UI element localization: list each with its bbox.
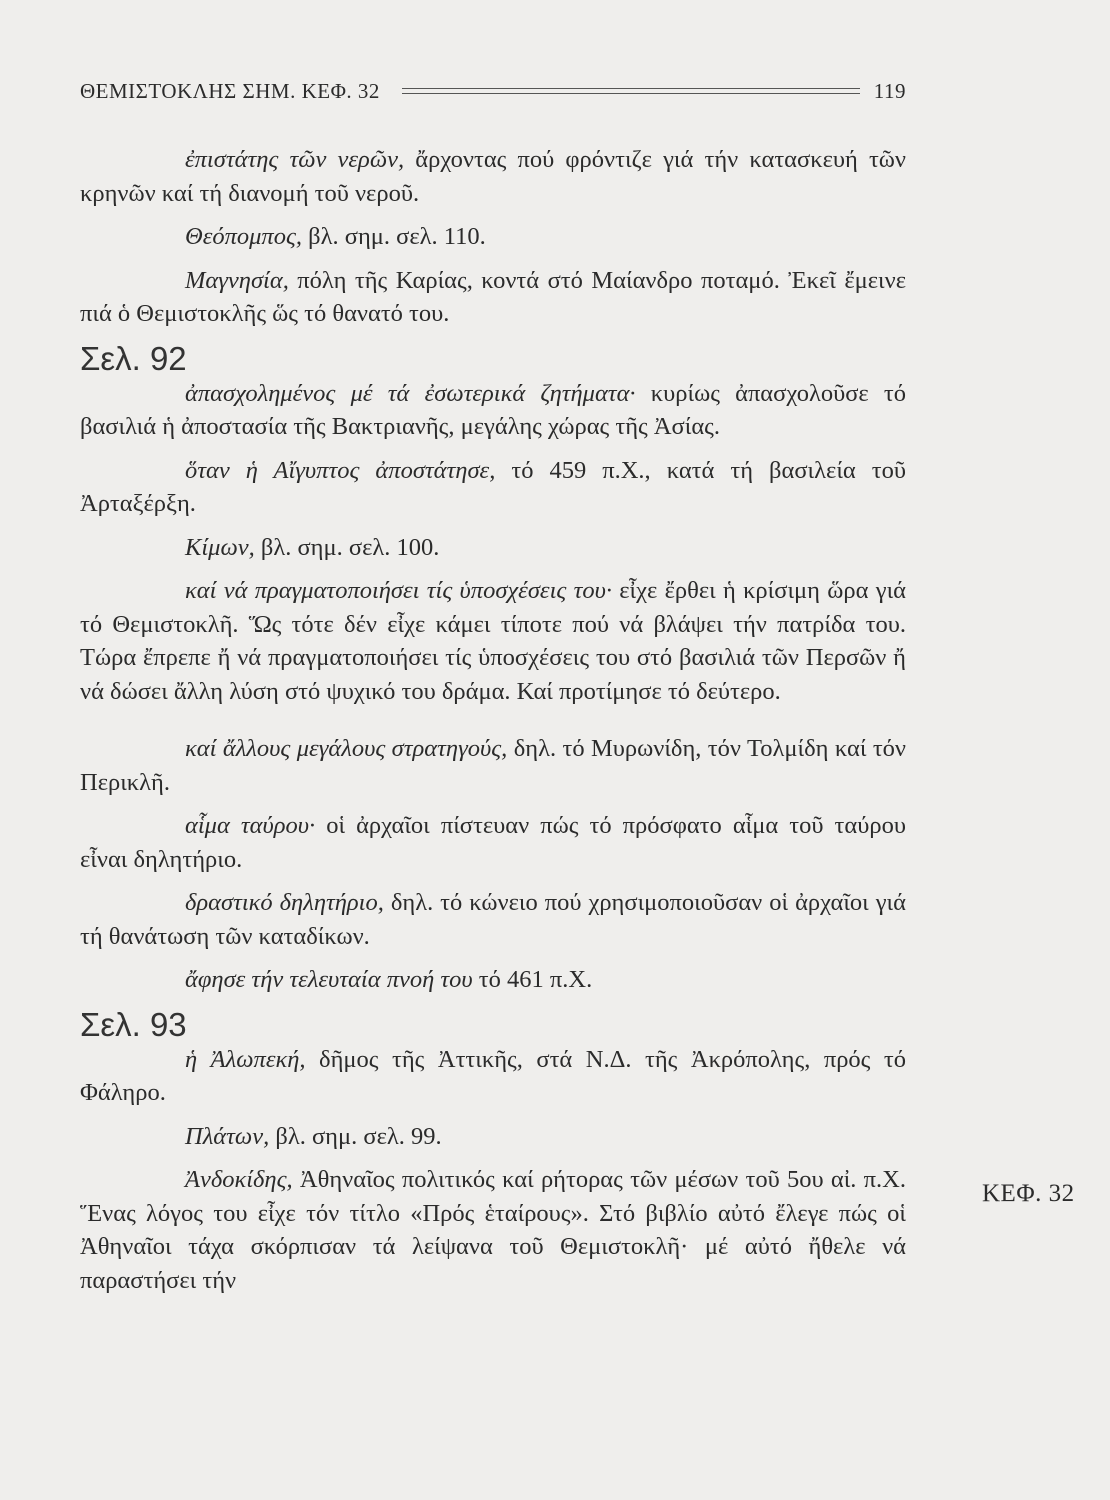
note-entry <box>80 963 906 997</box>
section-heading: Σελ. 93 <box>80 1005 187 1043</box>
note-entry <box>80 886 906 953</box>
note-term: καί ἄλλους μεγάλους στρατηγούς, <box>185 735 508 762</box>
note-term: ἐπιστάτης τῶν νερῶν, <box>185 146 405 173</box>
note-entry <box>80 809 906 876</box>
note-text: βλ. σημ. σελ. 100. <box>254 533 440 561</box>
note-text: δηλ. τό κώνειο πού χρησιμοποιοῦσαν οἱ ἀρχαῖοι γιά τή θανάτωση τῶν καταδίκων. <box>80 889 906 950</box>
note-entry <box>80 377 906 444</box>
note-term: Θεόπομπος, <box>185 223 303 250</box>
note-term: αἷμα ταύρου· <box>185 812 316 839</box>
note-text: βλ. σημ. σελ. 110. <box>302 223 486 250</box>
spacer <box>80 718 906 732</box>
running-title: ΘΕΜΙΣΤΟΚΛΗΣ ΣΗΜ. ΚΕΦ. 32 <box>80 78 380 103</box>
note-text: δῆμος τῆς Ἀττικῆς, στά Ν.Δ. τῆς Ἀκρόπολης, πρός τό Φάληρο. <box>80 1045 907 1106</box>
note-entry <box>80 220 906 254</box>
header-double-rule <box>402 88 860 94</box>
note-text: οἱ ἀρχαῖοι πίστευαν πώς τό πρόσφατο αἷμα τοῦ ταύρου εἶναι δηλητήριο. <box>80 812 906 873</box>
note-entry <box>80 454 906 521</box>
note-text: δηλ. τό Μυρωνίδη, τόν Τολμίδη καί τόν Περικλῆ. <box>80 735 906 796</box>
note-term: ἡ Ἀλωπεκή, <box>185 1045 306 1073</box>
note-entry <box>80 531 906 565</box>
note-text: βλ. σημ. σελ. 99. <box>269 1122 442 1150</box>
notes-body <box>80 143 906 1307</box>
note-entry <box>80 732 906 799</box>
running-header <box>80 76 906 106</box>
section-heading: Σελ. 92 <box>80 339 187 377</box>
note-entry <box>80 1120 906 1154</box>
page-number: 119 <box>873 78 906 103</box>
note-text: τό 461 π.Χ. <box>472 966 593 993</box>
note-text: Ἀθηναῖος πολιτικός καί ρήτορας τῶν μέσων τοῦ 5ου αἰ. π.Χ. Ἕνας λόγος του εἶχε τόν τίτλο «Πρός ἑταίρους». Στό βιβλίο αὐτό ἔλεγε πώς οἱ Ἀθηναῖοι τάχα σκόρπισαν τά λείψανα τοῦ Θεμιστοκλῆ· μέ αὐτό ἤθελε νά παραστήσει τήν <box>80 1166 906 1294</box>
note-term: ἄφησε τήν τελευταία πνοή του <box>185 966 473 993</box>
note-text: τό 459 π.Χ., κατά τή βασιλεία τοῦ Ἀρταξέρξη. <box>80 456 906 517</box>
note-term: Πλάτων, <box>185 1122 270 1150</box>
note-term: δραστικό δηλητήριο, <box>185 889 384 916</box>
note-term: Κίμων, <box>185 533 255 561</box>
note-text: ἄρχοντας πού φρόντιζε γιά τήν κατασκευή τῶν κρηνῶν καί τή διανομή τοῦ νεροῦ. <box>80 146 906 207</box>
note-entry <box>80 1043 906 1110</box>
note-term: ἀπασχολημένος μέ τά ἐσωτερικά ζητήματα· <box>185 379 636 407</box>
chapter-side-mark: ΚΕΦ. 32 <box>982 1180 1075 1207</box>
note-text: κυρίως ἀπασχολοῦσε τό βασιλιά ἡ ἀποστασία τῆς Βακτριανῆς, μεγάλης χώρας τῆς Ἀσίας. <box>80 379 906 440</box>
note-term: καί νά πραγματοποιήσει τίς ὑποσχέσεις του· <box>185 577 612 604</box>
note-text: πόλη τῆς Καρίας, κοντά στό Μαίανδρο ποταμό. Ἐκεῖ ἔμεινε πιά ὁ Θεμιστοκλῆς ὥς τό θανατό του. <box>80 266 906 327</box>
note-term: Μαγνησία, <box>185 266 289 294</box>
note-term: Ἀνδοκίδης, <box>185 1166 293 1193</box>
note-entry <box>80 264 906 331</box>
note-term: ὅταν ἡ Αἴγυπτος ἀποστάτησε, <box>185 456 496 484</box>
note-entry <box>80 574 906 708</box>
note-entry <box>80 1163 906 1297</box>
note-text: εἶχε ἔρθει ἡ κρίσιμη ὥρα γιά τό Θεμιστοκλῆ. Ὥς τότε δέν εἶχε κάμει τίποτε πού νά βλάψει τήν πατρίδα του. Τώρα ἔπρεπε ἤ νά πραγματοποιήσει τίς ὑποσχέσεις του στό βασιλιά τῶν Περσῶν ἤ νά δώσει ἄλλη λύση στό ψυχικό του δράμα. Καί προτίμησε τό δεύτερο. <box>80 577 906 705</box>
note-entry <box>80 143 906 210</box>
